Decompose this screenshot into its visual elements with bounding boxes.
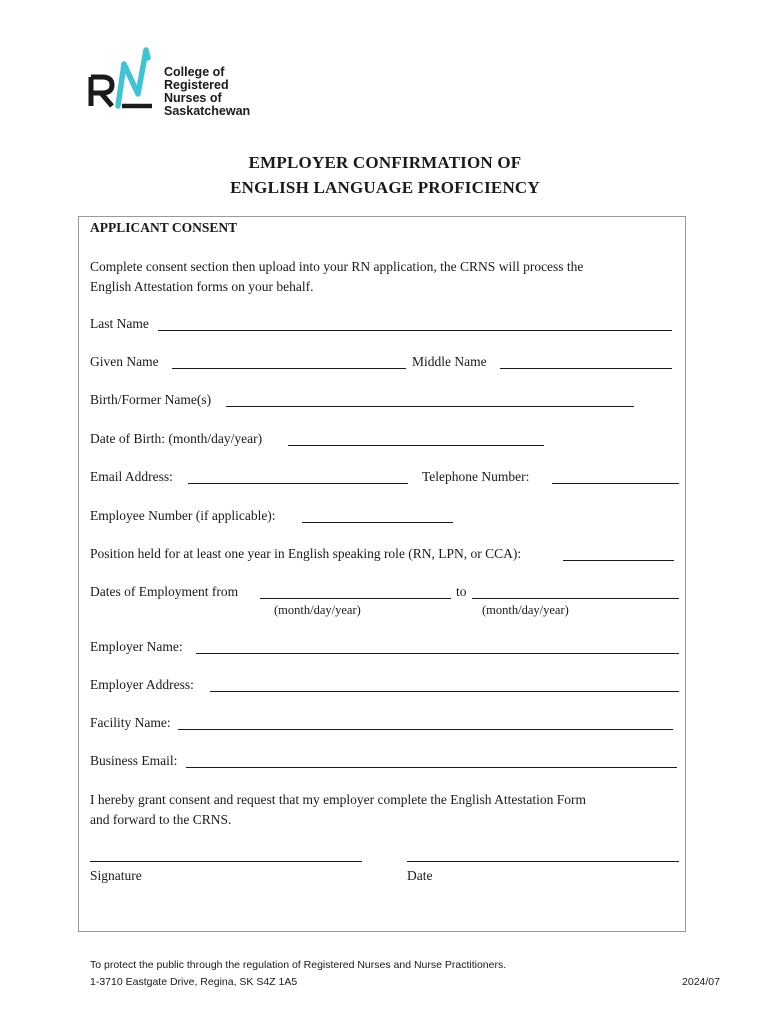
section-heading: APPLICANT CONSENT [90,220,238,235]
intro-line-1: Complete consent section then upload into your RN application, the CRNS will process the [90,259,584,274]
employment-to-label: to [456,584,467,599]
last-name-label: Last Name [90,316,149,331]
logo-line: College of [164,65,225,79]
consent-statement-line-2: and forward to the CRNS. [90,812,232,827]
former-names-label: Birth/Former Name(s) [90,392,212,407]
signature-date-label: Date [407,868,433,883]
signature-field[interactable] [90,861,362,862]
business-email-label: Business Email: [90,753,178,768]
date-format-hint-from: (month/day/year) [274,603,361,617]
employment-to-field[interactable] [472,598,679,599]
email-field[interactable] [188,483,408,484]
middle-name-label: Middle Name [412,354,487,369]
date-format-hint-to: (month/day/year) [482,603,569,617]
employee-number-field[interactable] [302,522,453,523]
business-email-field[interactable] [186,767,677,768]
form-title-line1: EMPLOYER CONFIRMATION OF [248,153,522,172]
intro-line-2: English Attestation forms on your behalf. [90,279,314,294]
signature-label: Signature [90,868,142,883]
telephone-label: Telephone Number: [422,469,530,484]
logo-line: Saskatchewan [164,104,251,118]
email-label: Email Address: [90,469,173,484]
footer-mission: To protect the public through the regulation of Registered Nurses and Nurse Practitioners. [90,959,507,971]
telephone-field[interactable] [552,483,679,484]
employer-address-field[interactable] [210,691,679,692]
facility-name-label: Facility Name: [90,715,171,730]
position-held-field[interactable] [563,560,674,561]
footer-version: 2024/07 [682,976,720,988]
logo-wordmark [164,66,250,118]
employment-from-field[interactable] [260,598,451,599]
facility-name-field[interactable] [178,729,673,730]
footer-address: 1-3710 Eastgate Drive, Regina, SK S4Z 1A5 [90,976,298,988]
consent-statement-line-1: I hereby grant consent and request that my employer complete the English Attestation Form [90,792,586,807]
last-name-field[interactable] [158,330,672,331]
dob-label: Date of Birth: (month/day/year) [90,431,263,446]
position-held-label: Position held for at least one year in English speaking role (RN, LPN, or CCA): [90,546,522,561]
former-names-field[interactable] [226,406,634,407]
crns-logo [88,44,268,124]
form-title-line2: ENGLISH LANGUAGE PROFICIENCY [230,178,540,197]
employer-name-field[interactable] [196,653,679,654]
signature-date-field[interactable] [407,861,679,862]
logo-line: Nurses of [164,91,222,105]
rn-logo-icon [88,44,162,114]
employment-from-label: Dates of Employment from [90,584,239,599]
employee-number-label: Employee Number (if applicable): [90,508,276,523]
middle-name-field[interactable] [500,368,672,369]
given-name-field[interactable] [172,368,406,369]
logo-line: Registered [164,78,229,92]
given-name-label: Given Name [90,354,159,369]
employer-name-label: Employer Name: [90,639,183,654]
dob-field[interactable] [288,445,544,446]
employer-address-label: Employer Address: [90,677,194,692]
